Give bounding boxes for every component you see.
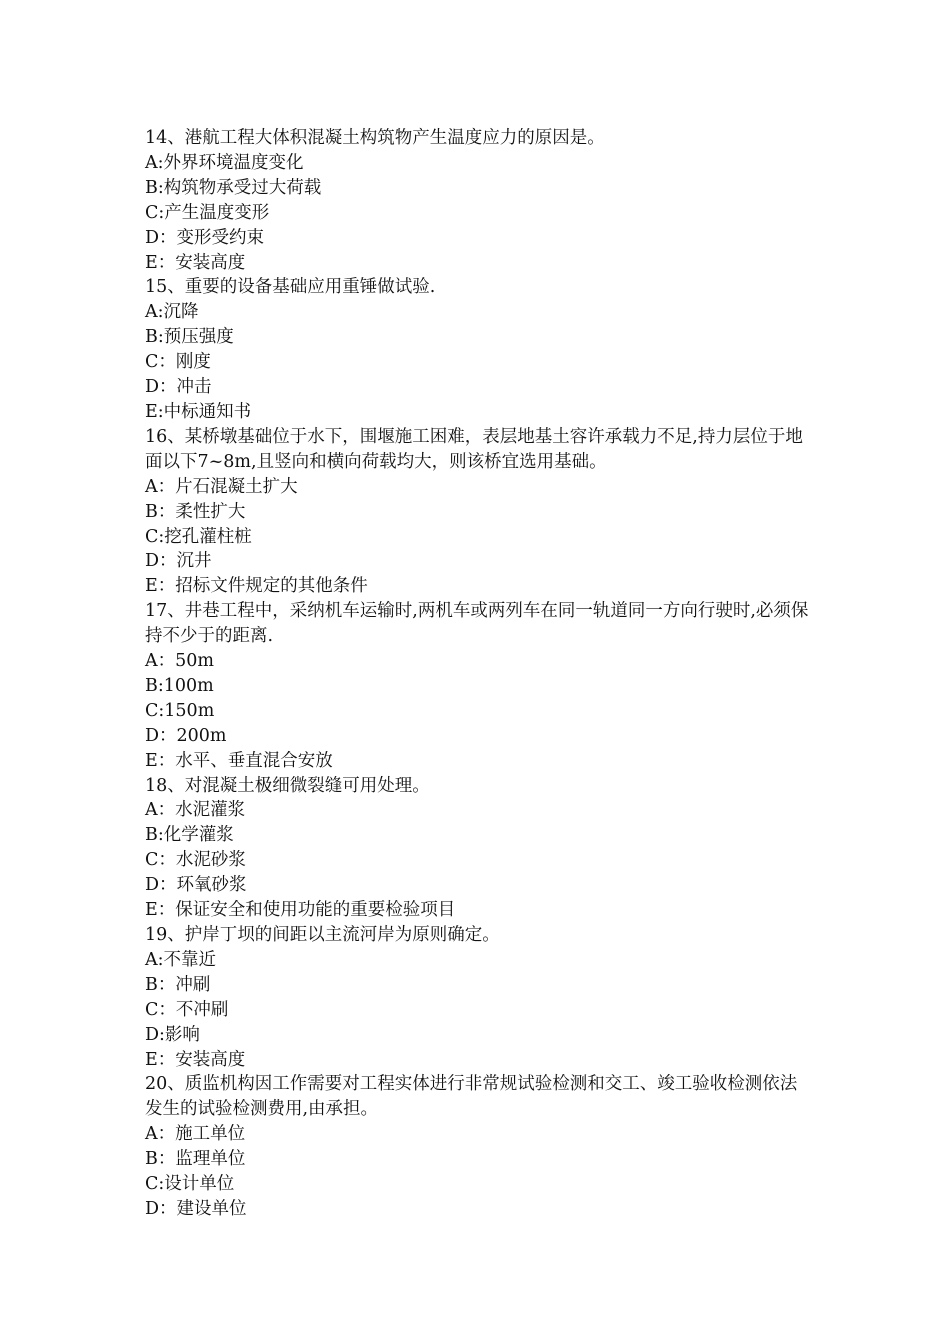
option-c: C:挖孔灌柱桩 (145, 526, 252, 547)
question-stem: 20、质监机构因工作需要对工程实体进行非常规试验检测和交工、竣工验收检测依法发生的试验检测费用,由承担。 (145, 1074, 798, 1120)
option-c: C:设计单位 (145, 1174, 235, 1195)
option-c: C:150m (145, 700, 215, 721)
option-e: E：水平、垂直混合安放 (145, 750, 333, 771)
option-e: E：招标文件规定的其他条件 (145, 576, 368, 597)
option-d: D：沉井 (145, 551, 212, 572)
question-stem: 15、重要的设备基础应用重锤做试验. (145, 277, 436, 298)
option-c: C：不冲刷 (145, 999, 229, 1020)
option-b: B:化学灌浆 (145, 825, 234, 846)
option-a: A:不靠近 (145, 949, 217, 970)
question-stem: 19、护岸丁坝的间距以主流河岸为原则确定。 (145, 925, 500, 945)
option-e: E：保证安全和使用功能的重要检验项目 (145, 900, 456, 921)
question-14 (145, 126, 810, 275)
option-b: B：监理单位 (145, 1149, 246, 1170)
question-stem: 17、井巷工程中，采纳机车运输时,两机车或两列车在同一轨道同一方向行驶时,必须保持不少于的距离. (145, 601, 809, 647)
option-e: E：安装高度 (145, 1049, 246, 1070)
option-d: D：冲击 (145, 377, 212, 398)
question-stem: 18、对混凝土极细微裂缝可用处理。 (145, 775, 430, 796)
option-a: A：50m (145, 651, 215, 672)
option-e: E:中标通知书 (145, 401, 252, 422)
question-16 (145, 425, 810, 599)
option-a: A：片石混凝土扩大 (145, 476, 298, 497)
question-15 (145, 275, 810, 424)
option-a: A：水泥灌浆 (145, 800, 246, 821)
option-d: D：环氧砂浆 (145, 875, 247, 896)
option-a: A:外界环境温度变化 (145, 152, 304, 173)
question-stem: 14、港航工程大体积混凝土构筑物产生温度应力的原因是。 (145, 128, 605, 148)
option-d: D:影响 (145, 1024, 200, 1045)
option-b: B：冲刷 (145, 974, 211, 995)
option-a: A：施工单位 (145, 1124, 246, 1145)
option-e: E：安装高度 (145, 252, 246, 273)
question-list (145, 126, 810, 1222)
question-17 (145, 599, 810, 773)
option-d: D：建设单位 (145, 1198, 247, 1219)
option-c: C：水泥砂浆 (145, 850, 246, 871)
option-d: D：变形受约束 (145, 227, 265, 248)
option-d: D：200m (145, 725, 227, 746)
option-b: B:预压强度 (145, 327, 234, 348)
option-c: C：刚度 (145, 352, 211, 373)
option-b: B:构筑物承受过大荷载 (145, 177, 322, 198)
question-18 (145, 774, 810, 923)
question-stem: 16、某桥墩基础位于水下，围堰施工困难，表层地基土容许承载力不足,持力层位于地面以下7~8m,且竖向和横向荷载均大，则该桥宜选用基础。 (145, 426, 803, 472)
option-b: B:100m (145, 675, 214, 696)
option-a: A:沉降 (145, 302, 199, 323)
question-20 (145, 1072, 810, 1221)
option-b: B：柔性扩大 (145, 501, 246, 522)
option-c: C:产生温度变形 (145, 202, 270, 223)
question-19 (145, 923, 810, 1072)
